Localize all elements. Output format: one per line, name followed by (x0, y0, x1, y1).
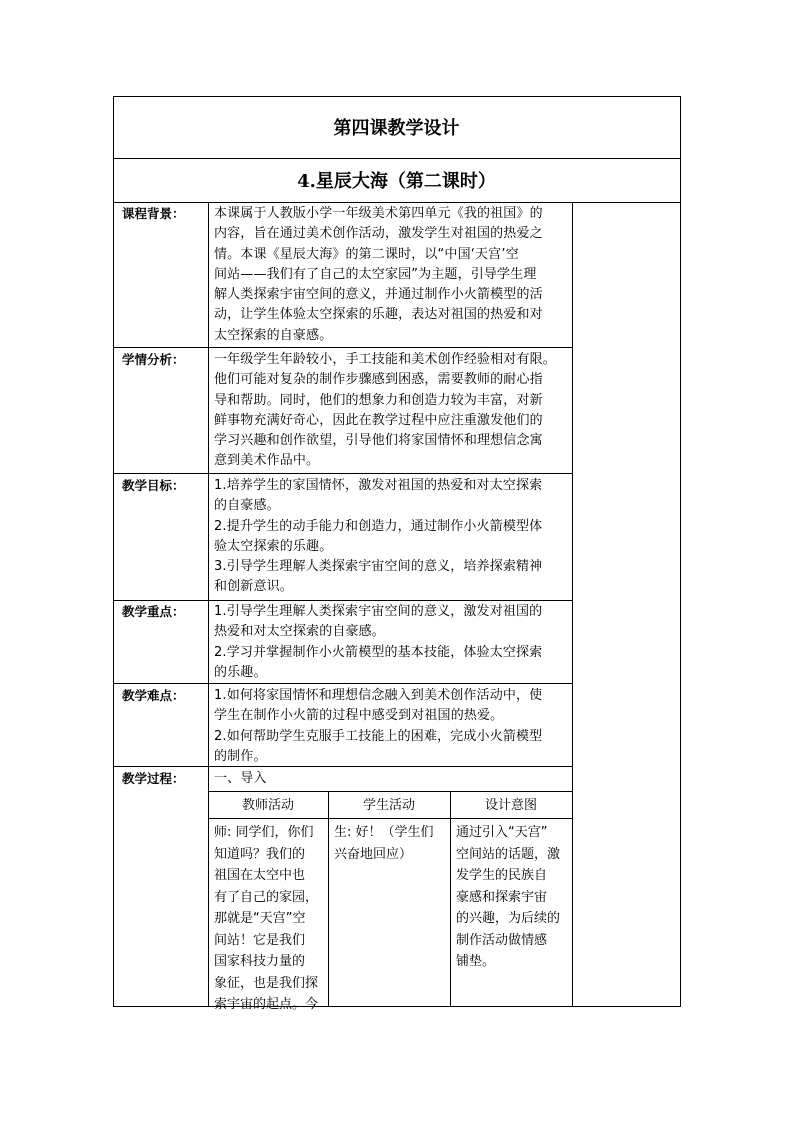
header-student-activity: 学生活动 (362, 798, 415, 813)
text-line: 一年级学生年龄较小，手工技能和美术创作经验相对有限。 (214, 352, 556, 367)
text-line: 空间站的话题，激 (456, 846, 561, 862)
text-line: 学习兴趣和创作欲望，引导他们将家国情怀和理想信念寓 (214, 433, 543, 449)
lesson-subtitle: 4.星辰大海（第二课时） (297, 171, 496, 192)
table-divider (328, 791, 329, 1007)
text-line: 的兴趣，为后续的 (456, 911, 561, 926)
section-label-key-points: 教学重点： (122, 604, 185, 619)
table-divider (113, 347, 572, 348)
design-intent-cell (456, 822, 570, 973)
text-line: 2.提升学生的动手能力和创造力，通过制作小火箭模型体 (214, 518, 543, 534)
table-divider (208, 818, 572, 819)
text-line: 动，让学生体验太空探索的乐趣，表达对祖国的热爱和对 (214, 307, 543, 323)
text-line: 2.如何帮助学生克服手工技能上的困难，完成小火箭模型 (214, 728, 543, 744)
table-divider (450, 791, 451, 1007)
text-line: 一、导入 (214, 771, 267, 786)
header-design-intent: 设计意图 (484, 798, 537, 813)
text-line: 意到美术作品中。 (214, 453, 320, 469)
text-line: 和创新意识。 (214, 579, 293, 595)
text-line: 鲜事物充满好奇心，因此在教学过程中应注重激发他们的 (214, 412, 543, 428)
section-content-key-points (214, 602, 570, 683)
teacher-activity-cell (214, 822, 326, 1016)
text-line: 3.引导学生理解人类探索宇宙空间的意义，培养探索精神 (214, 559, 543, 575)
text-line: 祖国在太空中也 (214, 868, 306, 883)
table-divider (208, 791, 572, 792)
text-line: 那就是“天宫”空 (214, 911, 306, 926)
table-divider (113, 202, 681, 203)
text-line: 太空探索的自豪感。 (214, 327, 333, 343)
text-line: 间站！它是我们 (214, 932, 306, 948)
text-line: 2.学习并掌握制作小火箭模型的基本技能，体验太空探索 (214, 644, 543, 660)
page-title: 第四课教学设计 (333, 118, 460, 139)
section-label-goals: 教学目标： (122, 478, 185, 493)
text-line: 情。本课《星辰大海》的第二课时，以“中国‘天宫’空 (214, 246, 519, 262)
text-line: 1.引导学生理解人类探索宇宙空间的意义，激发对祖国的 (214, 604, 543, 619)
section-label-background: 课程背景： (122, 206, 185, 221)
text-line: 导和帮助。同时，他们的想象力和创造力较为丰富，对新 (214, 392, 543, 408)
student-activity-cell (334, 822, 448, 865)
section-content-difficulties (214, 686, 570, 767)
table-divider (113, 600, 572, 601)
text-line: 象征，也是我们探 (214, 975, 319, 991)
text-line: 解人类探索宇宙空间的意义，并通过制作小火箭模型的活 (214, 287, 543, 303)
section-content-background (214, 204, 570, 346)
table-border-right (680, 96, 681, 1007)
text-line: 铺垫。 (456, 954, 496, 969)
text-line: 1.培养学生的家国情怀，激发对祖国的热爱和对太空探索 (214, 478, 543, 493)
table-divider (113, 473, 572, 474)
text-line: 索宇宙的起点。今 (214, 997, 319, 1012)
table-border-left (113, 96, 114, 1007)
table-divider (572, 202, 573, 1007)
header-teacher-activity: 教师活动 (241, 798, 294, 813)
section-content-goals (214, 476, 570, 598)
text-line: 国家科技力量的 (214, 954, 306, 969)
section-label-difficulties: 教学难点： (122, 688, 185, 703)
text-line: 1.如何将家国情怀和理想信念融入到美术创作活动中，使 (214, 688, 543, 703)
section-content-analysis (214, 350, 570, 472)
text-line: 有了自己的家园， (214, 889, 319, 905)
text-line: 豪感和探索宇宙 (456, 889, 548, 905)
section-label-analysis: 学情分析： (122, 352, 185, 367)
text-line: 的自豪感。 (214, 498, 280, 514)
text-line: 知道吗？我们的 (214, 846, 306, 862)
table-border-bottom (113, 1006, 681, 1007)
section-label-process: 教学过程： (122, 771, 185, 786)
text-line: 间站——我们有了自己的太空家园”为主题，引导学生理 (214, 266, 537, 282)
text-line: 热爱和对太空探索的自豪感。 (214, 624, 385, 640)
text-line: 验太空探索的乐趣。 (214, 538, 333, 554)
text-line: 内容，旨在通过美术创作活动，激发学生对祖国的热爱之 (214, 226, 543, 242)
text-line: 他们可能对复杂的制作步骤感到困惑，需要教师的耐心指 (214, 372, 543, 388)
text-line: 师: 同学们，你们 (214, 825, 314, 840)
text-line: 发学生的民族自 (456, 868, 548, 883)
text-line: 学生在制作小火箭的过程中感受到对祖国的热爱。 (214, 708, 504, 724)
table-divider (208, 202, 209, 1007)
text-line: 制作活动做情感 (456, 932, 548, 948)
text-line: 通过引入“天宫” (456, 825, 548, 840)
text-line: 兴奋地回应） (334, 846, 413, 862)
text-line: 本课属于人教版小学一年级美术第四单元《我的祖国》的 (214, 206, 543, 221)
text-line: 的制作。 (214, 748, 267, 764)
process-intro (214, 769, 570, 789)
text-line: 的乐趣。 (214, 664, 267, 680)
text-line: 生: 好！（学生们 (334, 825, 434, 840)
